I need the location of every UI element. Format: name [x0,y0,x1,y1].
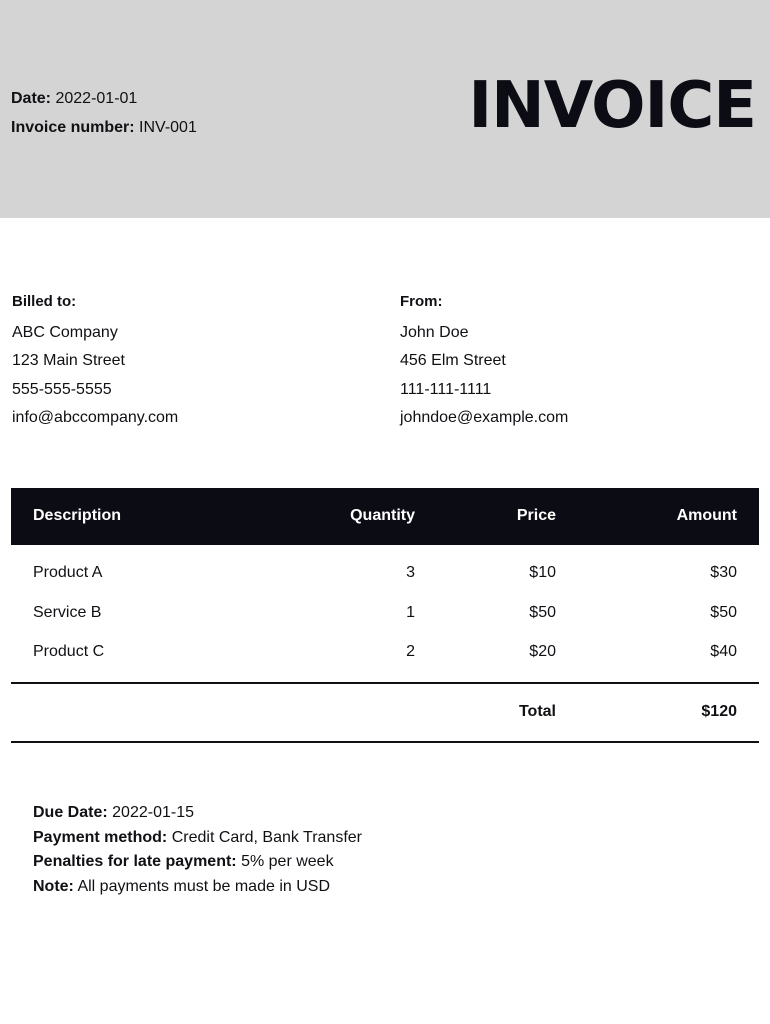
cell-amount: $50 [710,603,737,621]
payment-terms [33,801,362,899]
table-row [11,634,759,674]
from-phone: 111-111-1111 [400,380,492,398]
invoice-number [11,113,197,142]
invoice-meta [11,84,197,142]
cell-price: $10 [529,564,556,581]
due-date [33,801,362,826]
payment-note-value: All payments must be made in USD [77,877,330,895]
table-row [11,555,759,595]
payment-note-label: Note: [33,877,74,895]
billed-to-name: ABC Company [12,323,118,341]
from-address: 456 Elm Street [400,352,506,369]
invoice-date-value: 2022-01-01 [55,90,138,107]
invoice-number-value: INV-001 [139,119,197,136]
invoice-date-label: Date: [11,90,52,107]
billed-to-phone: 555-555-5555 [12,380,112,398]
late-penalty [33,850,362,875]
cell-price: $50 [529,603,556,621]
cell-quantity: 3 [406,564,415,581]
invoice-title: INVOICE [468,69,756,143]
from-name: John Doe [400,323,469,341]
late-penalty-value: 5% per week [241,853,334,870]
column-header-price: Price [516,507,556,524]
billed-to-label: Billed to: [12,293,77,310]
invoice-date [11,84,197,113]
due-date-value: 2022-01-15 [112,804,194,821]
invoice-number-label: Invoice number: [11,119,135,136]
payment-method-label: Payment method: [33,828,168,846]
column-header-quantity: Quantity [350,507,415,524]
payment-method-value: Credit Card, Bank Transfer [171,828,362,846]
from-block [400,288,568,433]
payment-note [33,875,362,900]
cell-quantity: 2 [406,643,415,660]
cell-price: $20 [529,643,556,660]
total-value: $120 [701,703,737,720]
from-label: From: [400,293,443,310]
cell-amount: $40 [710,643,737,660]
total-label: Total [518,703,556,720]
table-body [11,545,759,674]
total-top-divider [11,682,759,684]
billed-to-address: 123 Main Street [12,352,125,369]
column-header-amount: Amount [676,507,737,524]
invoice-header [0,0,770,218]
total-bottom-divider [11,741,759,743]
table-row [11,595,759,635]
payment-method [33,826,362,851]
line-items-table [11,488,759,674]
due-date-label: Due Date: [33,804,108,821]
table-header [11,488,759,545]
billed-to-block [12,288,178,433]
from-email: johndoe@example.com [400,409,569,426]
billed-to-email: info@abccompany.com [12,409,179,426]
column-header-description: Description [33,507,122,524]
cell-amount: $30 [710,564,737,581]
late-penalty-label: Penalties for late payment: [33,853,237,870]
cell-quantity: 1 [406,603,415,621]
cell-description: Product C [33,643,105,660]
cell-description: Service B [33,603,102,621]
cell-description: Product A [33,564,103,581]
